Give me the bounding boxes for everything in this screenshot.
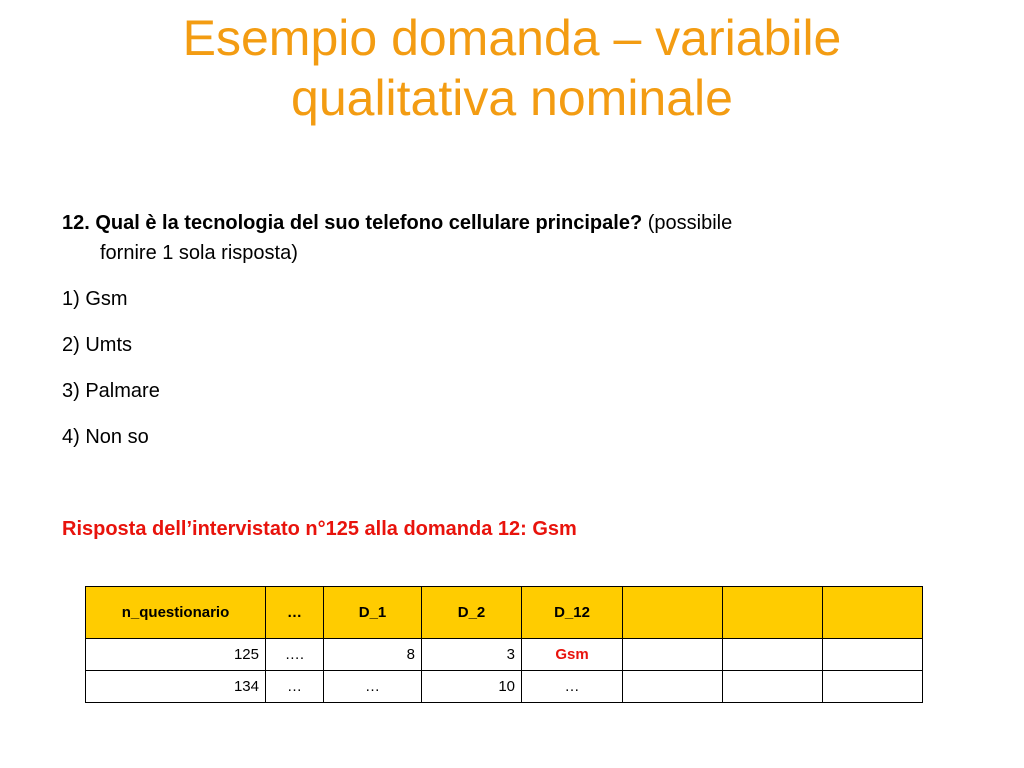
table-cell: 125: [86, 639, 266, 671]
table-cell: [723, 671, 823, 703]
question-note-end: fornire 1 sola risposta): [100, 242, 298, 264]
respondent-answer: Risposta dell’intervistato n°125 alla domanda 12: Gsm: [62, 518, 577, 540]
table-cell: …: [522, 671, 623, 703]
table-cell: 3: [422, 639, 522, 671]
table-cell: [823, 639, 923, 671]
header-cell: D_12: [522, 587, 623, 639]
slide-title: [0, 8, 1024, 128]
table-cell: ….: [266, 639, 324, 671]
header-cell: n_questionario: [86, 587, 266, 639]
table-header-row: [86, 587, 923, 639]
table-cell: [623, 671, 723, 703]
option-1: 1) Gsm: [62, 288, 128, 310]
title-line-1: Esempio domanda – variabile: [182, 10, 842, 66]
table-cell: [623, 639, 723, 671]
table-cell: [723, 639, 823, 671]
table-row: [86, 671, 923, 703]
table-cell: 134: [86, 671, 266, 703]
table-cell: 8: [324, 639, 422, 671]
option-2: 2) Umts: [62, 334, 132, 356]
header-cell: [623, 587, 723, 639]
header-cell: D_2: [422, 587, 522, 639]
table-cell: [823, 671, 923, 703]
header-cell: D_1: [324, 587, 422, 639]
table-cell: …: [324, 671, 422, 703]
header-cell: [823, 587, 923, 639]
table-row: [86, 639, 923, 671]
table-cell: 10: [422, 671, 522, 703]
table-cell-highlight: Gsm: [522, 639, 623, 671]
question-text: [62, 208, 962, 268]
question-note-start: (possibile: [647, 212, 733, 234]
option-3: 3) Palmare: [62, 380, 160, 402]
header-cell: [723, 587, 823, 639]
option-4: 4) Non so: [62, 426, 149, 448]
title-line-2: qualitativa nominale: [291, 70, 733, 126]
header-cell: …: [266, 587, 324, 639]
question-bold: 12. Qual è la tecnologia del suo telefono cellulare principale?: [62, 212, 643, 234]
answer-options: [62, 284, 160, 468]
table-cell: …: [266, 671, 324, 703]
data-matrix-table: [85, 586, 923, 703]
